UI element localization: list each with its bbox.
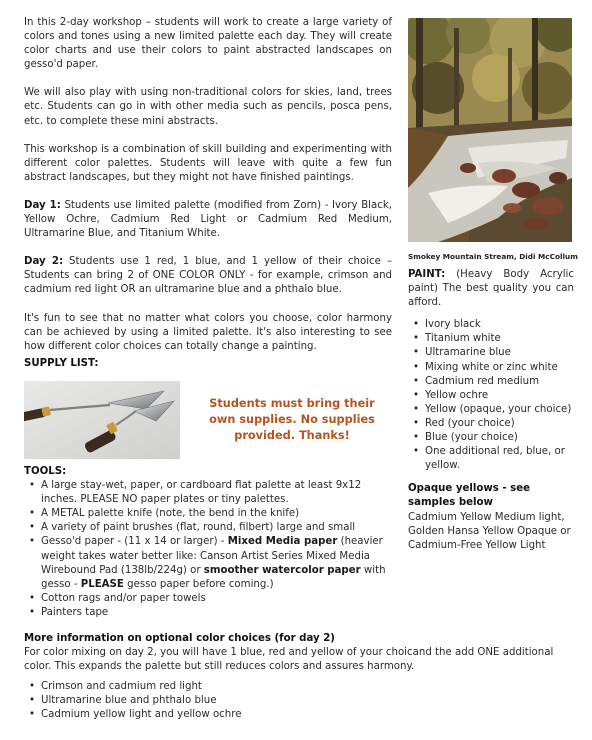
list-item: • One additional red, blue, or yellow.: [408, 445, 574, 473]
paint-text: (Heavy Body Acrylic paint) The best quality you can afford.: [408, 269, 574, 309]
tool-emphasis: PLEASE: [80, 578, 124, 590]
tool-text: (heavier weight takes water better like: Canson Artist Series Mixed Media Wirebound Pad (138lb/224g) or: [41, 536, 383, 576]
more-info-list: [24, 680, 580, 722]
tools-list: [24, 479, 392, 620]
paint-list: [408, 318, 574, 473]
day2-paragraph: [24, 255, 392, 297]
intro-paragraph-1: In this 2-day workshop – students will work to create a large variety of colors and tones using a new limited palette each day. They will create color charts and use their colors to paint abstracted landscapes on gesso'd paper.: [24, 17, 392, 71]
paint-label: PAINT:: [408, 269, 446, 280]
list-item: • Cadmium yellow light and yellow ochre: [24, 708, 580, 722]
supply-list-heading: SUPPLY LIST:: [24, 357, 99, 369]
day2-label: Day 2:: [24, 256, 64, 268]
tool-text: with gesso -: [41, 564, 386, 590]
list-item: [24, 535, 392, 591]
tools-heading: TOOLS:: [24, 466, 67, 477]
list-item: • Red (your choice): [408, 417, 574, 431]
day1-label: Day 1:: [24, 199, 61, 211]
list-item: • Painters tape: [24, 606, 392, 620]
painting-caption: Smokey Mountain Stream, Didi McCollum: [408, 252, 578, 261]
tool-emphasis: smoother watercolor paper: [203, 564, 361, 576]
day1-paragraph: [24, 199, 392, 241]
tool-text: Gesso'd paper - (11 x 14 or larger) -: [41, 536, 228, 548]
list-item: • Ultramarine blue and phthalo blue: [24, 694, 580, 708]
paint-description: [408, 268, 574, 310]
more-info-heading: More information on optional color choices (for day 2): [24, 633, 335, 644]
landscape-painting: [408, 18, 572, 242]
list-item: • Cotton rags and/or paper towels: [24, 592, 392, 606]
list-item: • Cadmium red medium: [408, 375, 574, 389]
intro-paragraph-2: We will also play with using non-traditional colors for skies, land, trees etc. Students can go in with other media such as pencils, posca pens, etc. to complete these mini abstracts.: [24, 87, 392, 127]
more-info-section: [24, 632, 580, 723]
opaque-yellows-heading: Opaque yellows - see samples below: [408, 483, 531, 509]
supplies-notice: Students must bring their own supplies. No supplies provided. Thanks!: [209, 397, 375, 442]
list-item: • A variety of paint brushes (flat, round, filbert) large and small: [24, 521, 392, 535]
opaque-yellows-text: Cadmium Yellow Medium light, Golden Hansa Yellow Opaque or Cadmium-Free Yellow Light: [408, 511, 571, 551]
list-item: • A METAL palette knife (note, the bend in the knife): [24, 507, 392, 521]
list-item: • Crimson and cadmium red light: [24, 680, 580, 694]
paint-section: [408, 268, 574, 553]
list-item: • Titanium white: [408, 332, 574, 346]
palette-knives-photo: [24, 381, 180, 459]
list-item: • Ultramarine blue: [408, 346, 574, 360]
intro-section: [24, 16, 392, 371]
tool-text: gesso paper before coming.): [123, 578, 274, 590]
tool-emphasis: Mixed Media paper: [227, 536, 338, 548]
list-item: • Yellow (opaque, your choice): [408, 403, 574, 417]
list-item: • Ivory black: [408, 318, 574, 332]
day1-text: Students use limited palette (modified from Zorn) - Ivory Black, Yellow Ochre, Cadmium Red Light or Cadmium Red Medium, Ultramarine Blue, and Titanium White.: [24, 199, 392, 240]
intro-paragraph-6: It's fun to see that no matter what colors you choose, color harmony can be achieved by using a limited palette. It's also interesting to see how different color choices can totally change a painting.: [24, 312, 392, 352]
more-info-text: For color mixing on day 2, you will have 1 blue, red and yellow of your choicand the add ONE additional color. This expands the palette but still reduces colors and assures harmony.: [24, 647, 554, 673]
list-item: • A large stay-wet, paper, or cardboard flat palette at least 9x12 inches. PLEASE NO paper plates or tiny palettes.: [24, 479, 392, 507]
list-item: • Yellow ochre: [408, 389, 574, 403]
list-item: • Blue (your choice): [408, 431, 574, 445]
intro-paragraph-3: This workshop is a combination of skill building and experimenting with different color palettes. Students will leave with quite a few fun abstract landscapes, but they might not have finished paintings.: [24, 143, 392, 183]
tools-section: [24, 465, 392, 620]
day2-text: Students use 1 red, 1 blue, and 1 yellow of their choice – Students can bring 2 of ONE COLOR ONLY - for example, crimson and cadmium red light OR an ultramarine blue and a phthalo blue.: [24, 256, 392, 296]
list-item: • Mixing white or zinc white: [408, 361, 574, 375]
